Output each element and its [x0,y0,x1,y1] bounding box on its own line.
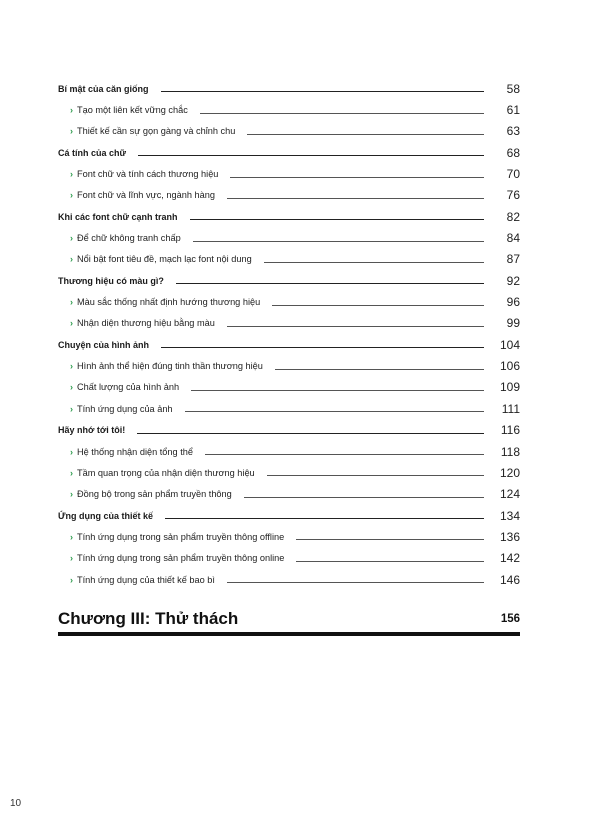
toc-page-number: 136 [499,529,520,544]
leader-line [161,91,484,92]
toc-subsection-entry [58,121,520,142]
leader-line [230,177,484,178]
chevron-right-icon: › [70,318,73,329]
toc-entry-text: Tạo một liên kết vững chắc [77,105,188,116]
chevron-right-icon: › [70,553,73,564]
toc-entry-text: Chất lượng của hình ảnh [77,382,180,393]
toc-subsection-entry [58,377,520,398]
chevron-right-icon: › [70,233,73,244]
leader-line [193,241,484,242]
toc-page-number: 104 [499,337,520,352]
toc-entry-label [58,468,255,478]
toc-page-number: 70 [506,167,520,182]
leader-line [227,582,484,583]
leader-line [137,433,484,434]
toc-entry-text: Bí mật của căn giống [58,83,149,94]
toc-entry-label [58,425,125,435]
toc-entry-text: Cá tính của chữ [58,147,127,158]
toc-entry-label [58,553,284,563]
leader-line [244,497,484,498]
toc-entry-label [58,276,164,286]
toc-entry-label [58,148,126,158]
toc-entry-label [58,126,235,136]
toc-subsection-entry [58,569,520,590]
chapter-underline [58,632,520,636]
toc-page-number: 111 [501,401,520,416]
toc-entry-label [58,404,173,414]
chevron-right-icon: › [70,361,73,372]
toc-subsection-entry [58,355,520,376]
toc-entry-text: Đồng bộ trong sản phẩm truyền thông [77,489,232,500]
chevron-right-icon: › [70,126,73,137]
toc-entry-text: Thương hiệu có màu gì? [58,275,164,286]
chapter-heading [58,606,520,632]
chapter-title: Chương III: Thử thách [58,609,239,628]
toc-page-number: 82 [506,209,520,224]
toc-section-entry [58,334,520,355]
toc-entry-text: Chuyện của hình ảnh [58,339,150,350]
toc-page-number: 120 [499,465,520,480]
toc-entry-label [58,84,149,94]
toc-entry-text: Tính ứng dụng của thiết kế bao bì [77,574,215,585]
chevron-right-icon: › [70,105,73,116]
toc-entry-text: Để chữ không tranh chấp [77,233,181,244]
leader-line [227,198,484,199]
toc-page-number: 116 [500,423,520,438]
toc-subsection-entry [58,548,520,569]
toc-subsection-entry [58,526,520,547]
toc-entry-label [58,212,178,222]
leader-line [275,369,484,370]
toc-page-number: 84 [506,231,520,246]
toc-entry-text: Khi các font chữ cạnh tranh [58,211,178,222]
toc-subsection-entry [58,313,520,334]
leader-line [165,518,484,519]
toc-section-entry [58,78,520,99]
toc-entry-label [58,169,218,179]
toc-page-number: 142 [499,551,520,566]
toc-section-entry [58,505,520,526]
toc-page-number: 61 [506,103,520,118]
toc-entry-label [58,361,263,371]
leader-line [185,411,484,412]
leader-line [200,113,484,114]
toc-page-number: 99 [506,316,520,331]
chevron-right-icon: › [70,467,73,478]
toc-entry-label [58,297,260,307]
toc-page-number: 146 [499,572,520,587]
toc-entry-text: Font chữ và tính cách thương hiệu [77,169,219,180]
chevron-right-icon: › [70,446,73,457]
toc-entry-text: Hình ảnh thể hiện đúng tinh thần thương hiệu [77,361,263,372]
toc-entry-label [58,575,215,585]
toc-entry-text: Hệ thống nhận diện tổng thể [77,446,193,457]
toc-entry-label [58,532,284,542]
toc-subsection-entry [58,398,520,419]
toc-subsection-entry [58,291,520,312]
toc-page-number: 134 [499,508,520,523]
toc-subsection-entry [58,185,520,206]
chevron-right-icon: › [70,297,73,308]
toc-subsection-entry [58,163,520,184]
leader-line [247,134,484,135]
toc-entry-text: Màu sắc thống nhất định hướng thương hiệu [77,297,261,308]
toc-entry-label [58,511,153,521]
leader-line [296,539,484,540]
chevron-right-icon: › [70,531,73,542]
toc-entry-text: Nhận diện thương hiệu bằng màu [77,318,215,329]
leader-line [205,454,484,455]
toc-section-entry [58,270,520,291]
leader-line [191,390,484,391]
toc-entry-text: Hãy nhớ tới tôi! [58,425,126,436]
toc-entry-label [58,489,232,499]
toc-page-number: 76 [506,188,520,203]
chevron-right-icon: › [70,489,73,500]
table-of-contents [58,78,520,590]
toc-entry-text: Ứng dụng của thiết kế [58,510,153,521]
toc-page-number: 96 [506,295,520,310]
leader-line [267,475,484,476]
toc-section-entry [58,420,520,441]
toc-entry-text: Nổi bật font tiêu đề, mạch lạc font nội dung [77,254,252,265]
leader-line [227,326,484,327]
chevron-right-icon: › [70,254,73,265]
chevron-right-icon: › [70,574,73,585]
toc-section-entry [58,206,520,227]
leader-line [272,305,484,306]
chevron-right-icon: › [70,169,73,180]
toc-entry-text: Tính ứng dụng trong sản phẩm truyền thông offline [77,531,285,542]
toc-page-number: 58 [506,81,520,96]
toc-subsection-entry [58,227,520,248]
leader-line [176,283,484,284]
toc-page-number: 68 [506,145,520,160]
toc-entry-label [58,233,181,243]
leader-line [264,262,484,263]
toc-entry-label [58,318,215,328]
toc-subsection-entry [58,484,520,505]
leader-line [296,561,484,562]
page-folio: 10 [10,798,22,809]
chevron-right-icon: › [70,190,73,201]
toc-entry-label [58,340,149,350]
toc-page-number: 106 [499,359,520,374]
toc-section-entry [58,142,520,163]
toc-page-number: 118 [500,444,520,459]
toc-page-number: 92 [506,273,520,288]
leader-line [190,219,484,220]
toc-subsection-entry [58,249,520,270]
chapter-page-number: 156 [500,613,520,625]
toc-entry-text: Thiết kế cần sự gọn gàng và chỉnh chu [77,126,236,137]
toc-entry-label [58,105,188,115]
toc-entry-text: Tính ứng dụng trong sản phẩm truyền thông online [77,553,285,564]
toc-page-number: 63 [506,124,520,139]
toc-entry-text: Tầm quan trọng của nhận diện thương hiệu [77,467,255,478]
leader-line [161,347,484,348]
chevron-right-icon: › [70,403,73,414]
toc-page-number: 87 [506,252,520,267]
toc-entry-label [58,447,193,457]
toc-entry-label [58,382,179,392]
toc-page-number: 124 [499,487,520,502]
toc-entry-label [58,190,215,200]
toc-entry-text: Font chữ và lĩnh vực, ngành hàng [77,190,215,201]
toc-subsection-entry [58,441,520,462]
chevron-right-icon: › [70,382,73,393]
toc-page-number: 109 [499,380,520,395]
toc-subsection-entry [58,99,520,120]
toc-entry-label [58,254,252,264]
toc-subsection-entry [58,462,520,483]
toc-entry-text: Tính ứng dụng của ảnh [77,403,173,414]
leader-line [138,155,484,156]
